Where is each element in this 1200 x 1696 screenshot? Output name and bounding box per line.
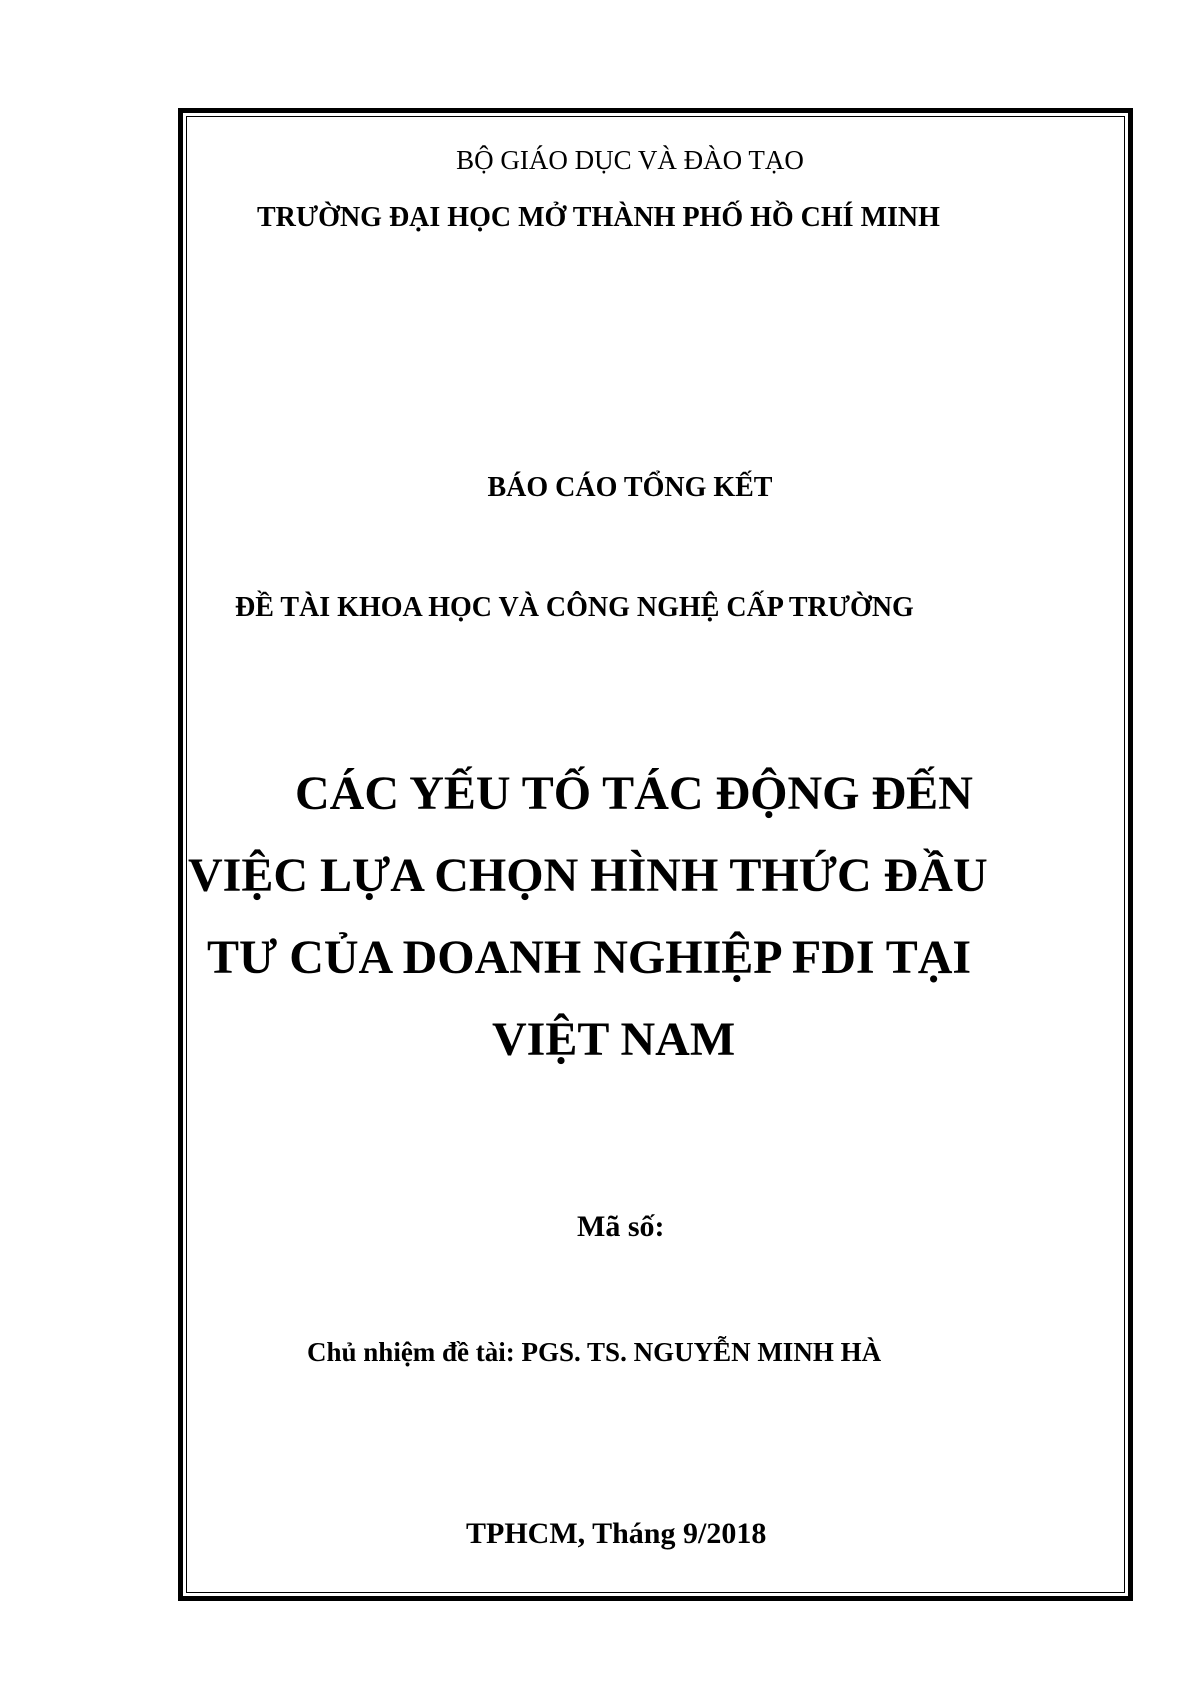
project-code-label: Mã số: [577, 1210, 665, 1243]
place-and-date: TPHCM, Tháng 9/2018 [466, 1517, 767, 1550]
project-level: ĐỀ TÀI KHOA HỌC VÀ CÔNG NGHỆ CẤP TRƯỜNG [235, 592, 914, 623]
report-title-line-3: TƯ CỦA DOANH NGHIỆP FDI TẠI [207, 931, 972, 984]
university-name: TRƯỜNG ĐẠI HỌC MỞ THÀNH PHỐ HỒ CHÍ MINH [257, 202, 940, 233]
project-leader: Chủ nhiệm đề tài: PGS. TS. NGUYỄN MINH HÀ [307, 1337, 882, 1367]
ministry-name: BỘ GIÁO DỤC VÀ ĐÀO TẠO [456, 145, 804, 175]
report-title-line-2: VIỆC LỰA CHỌN HÌNH THỨC ĐẦU [188, 849, 988, 902]
report-title-line-4: VIỆT NAM [492, 1013, 736, 1066]
report-type: BÁO CÁO TỔNG KẾT [487, 472, 773, 503]
report-title-line-1: CÁC YẾU TỐ TÁC ĐỘNG ĐẾN [295, 767, 973, 820]
